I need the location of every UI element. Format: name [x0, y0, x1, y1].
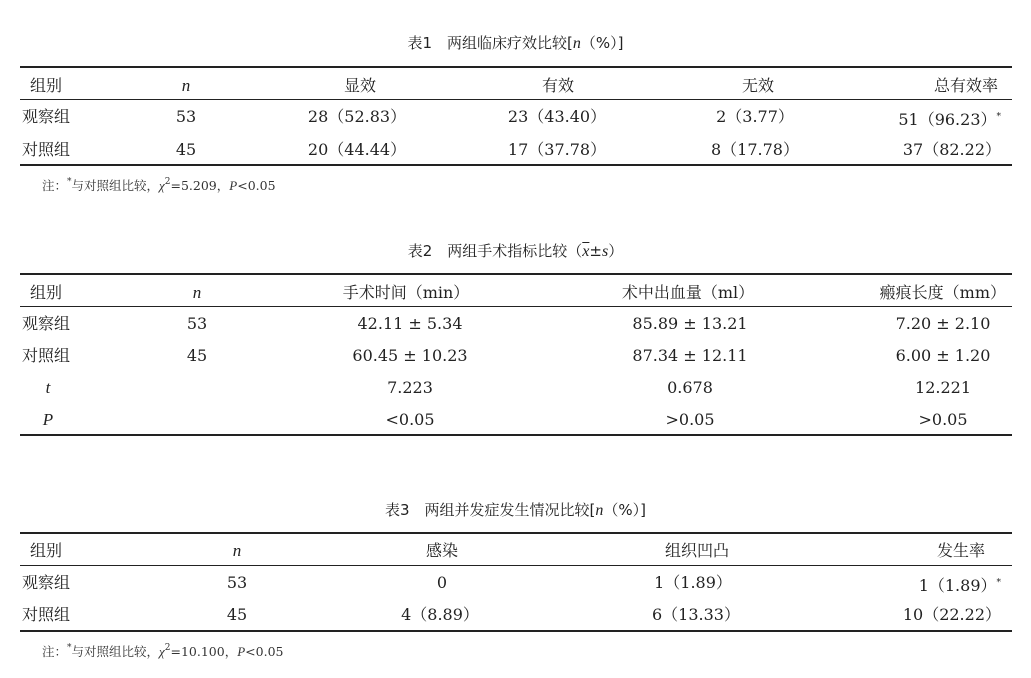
table3-row2-unevenness: 6（13.33） [652, 605, 740, 624]
table1-header-marked: 显效 [343, 76, 377, 95]
table1-note: 注：*与对照组比较，$\chi^2=5.209$，P<0.05 [42, 177, 276, 193]
table1-row1-n: 53 [175, 107, 197, 126]
table1-row2-marked: 20（44.44） [307, 140, 407, 159]
table1-row2-effective: 17（37.78） [507, 140, 607, 159]
table2-row1-group: 观察组 [22, 314, 71, 333]
table3-row1-n: 53 [226, 573, 248, 592]
table3-header-incidence: 发生率 [936, 541, 985, 560]
table3-row2-group: 对照组 [22, 605, 71, 624]
table1-bottom-rule [20, 164, 1012, 166]
table2-row4-blood-loss: >0.05 [665, 410, 715, 429]
table3-row2-incidence: 10（22.22） [902, 605, 1001, 624]
table2-header-group: 组别 [30, 283, 63, 302]
table2-row4-op-time: <0.05 [385, 410, 435, 429]
table2-row2-op-time: 60.45 ± 10.23 [352, 346, 468, 365]
table3-caption: 表3 两组并发症发生情况比较[n（%）] [384, 501, 646, 519]
table2-row3-blood-loss: 0.678 [667, 378, 713, 397]
table2-row1-op-time: 42.11 ± 5.34 [357, 314, 463, 333]
table3-bottom-rule [20, 630, 1012, 632]
table1-header-total-rate: 总有效率 [933, 76, 998, 95]
table3-header-infection: 感染 [425, 541, 459, 560]
table2-header-rule [20, 306, 1012, 307]
table1-row2-group: 对照组 [22, 140, 71, 159]
table2-header-blood-loss: 术中出血量（ml） [621, 283, 755, 302]
table3-header-rule [20, 565, 1012, 566]
table2-caption: 表2 两组手术指标比较$(\overline{x}\pm s)$ [407, 242, 624, 260]
table1-row1-total-rate: 51（96.23）* [898, 110, 1001, 129]
table1-header-n: n [181, 76, 191, 95]
table3-row1-infection: 0 [436, 573, 448, 592]
table2-row4-p-label: P [42, 410, 54, 429]
table2-row2-group: 对照组 [22, 346, 71, 365]
table3-header-n: n [232, 541, 242, 560]
table3-header-group: 组别 [30, 541, 63, 560]
table2-row3-t-label: t [45, 378, 51, 397]
table1-header-ineffective: 无效 [741, 76, 775, 95]
table1-row2-total-rate: 37（82.22） [902, 140, 1001, 159]
table1-row1-ineffective: 2（3.77） [716, 107, 794, 126]
table3-top-rule [20, 532, 1012, 534]
table2-header-n: n [192, 283, 202, 302]
table1-row2-ineffective: 8（17.78） [711, 140, 799, 159]
table1-row1-effective: 23（43.40） [507, 107, 607, 126]
table2-row3-scar-length: 12.221 [915, 378, 971, 397]
table2-row4-scar-length: >0.05 [918, 410, 968, 429]
table2-row2-blood-loss: 87.34 ± 12.11 [632, 346, 748, 365]
table3-row1-incidence: 1（1.89）* [918, 576, 1001, 595]
table2-row2-n: 45 [186, 346, 208, 365]
table3-row1-unevenness: 1（1.89） [654, 573, 732, 592]
table2-bottom-rule [20, 434, 1012, 436]
table3-row2-n: 45 [226, 605, 248, 624]
table1-header-group: 组别 [30, 76, 63, 95]
table2-row1-scar-length: 7.20 ± 2.10 [895, 314, 991, 333]
table3-row1-group: 观察组 [22, 573, 71, 592]
table1-row1-group: 观察组 [22, 107, 71, 126]
table1-header-rule [20, 99, 1012, 100]
table3-row2-infection: 4（8.89） [401, 605, 479, 624]
table3-note: 注：*与对照组比较，$\chi^2=10.100$，P<0.05 [42, 643, 284, 659]
table1-caption: 表1 两组临床疗效比较[n（%）] [407, 34, 624, 52]
table1-row1-marked: 28（52.83） [307, 107, 407, 126]
table2-header-op-time: 手术时间（min） [342, 283, 470, 302]
table2-row1-blood-loss: 85.89 ± 13.21 [632, 314, 748, 333]
table3-header-unevenness: 组织凹凸 [664, 541, 730, 560]
table1-header-effective: 有效 [541, 76, 575, 95]
table2-header-scar-length: 瘢痕长度（mm） [879, 283, 1006, 302]
table2-top-rule [20, 273, 1012, 275]
table2-row1-n: 53 [186, 314, 208, 333]
table2-row3-op-time: 7.223 [387, 378, 433, 397]
table1-row2-n: 45 [175, 140, 197, 159]
table1-top-rule [20, 66, 1012, 68]
table2-row2-scar-length: 6.00 ± 1.20 [895, 346, 991, 365]
